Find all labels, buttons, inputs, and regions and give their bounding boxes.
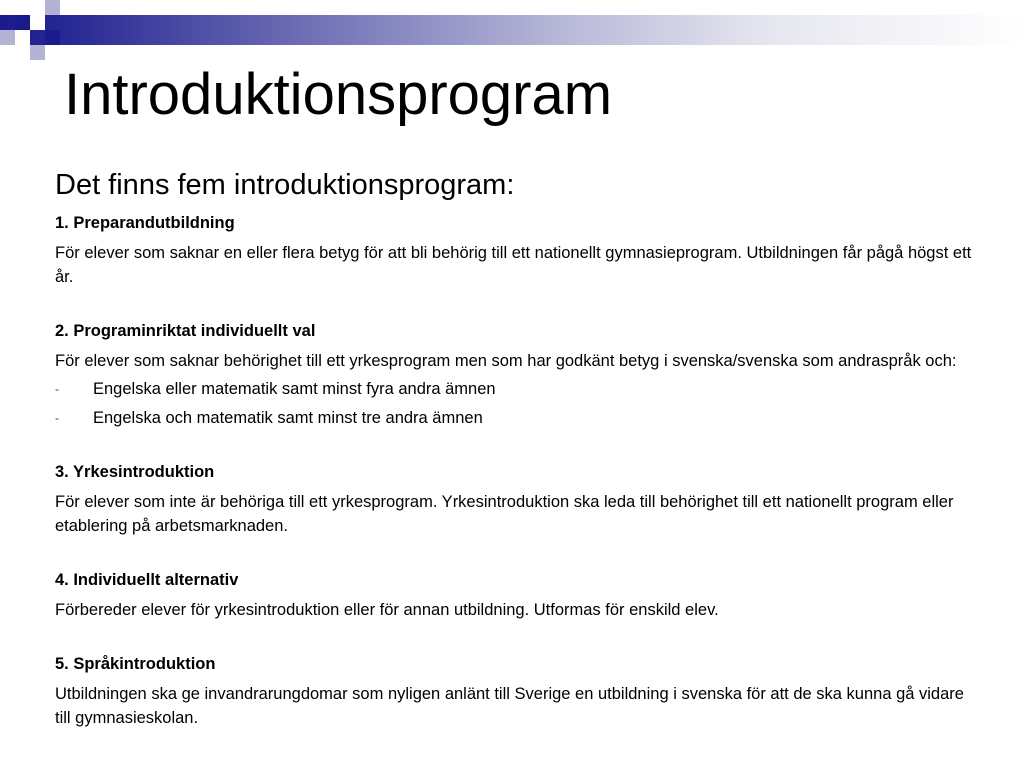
- section-sprakintroduktion: [55, 652, 975, 730]
- bullet-marker: -: [55, 411, 59, 425]
- section-preparandutbildning: [55, 211, 975, 289]
- decor-square-white-2: [15, 30, 30, 45]
- decor-square-light-3: [30, 45, 45, 60]
- decor-square-light-2: [0, 30, 15, 45]
- slide-content: [55, 165, 975, 760]
- section-heading: 3. Yrkesintroduktion: [55, 463, 215, 481]
- bullet-text: Engelska och matematik samt minst tre andra ämnen: [93, 409, 483, 427]
- section-text: Utbildningen ska ge invandrarungdomar som nyligen anlänt till Sverige en utbildning i svenska för att de ska kunna gå vidare till gymnasieskolan.: [55, 685, 964, 727]
- gradient-bar: [0, 15, 1024, 45]
- bullet-text: Engelska eller matematik samt minst fyra andra ämnen: [93, 380, 496, 398]
- bullet-marker: -: [55, 382, 59, 396]
- decor-square-navy-1: [15, 15, 30, 30]
- section-yrkesintroduktion: [55, 460, 975, 538]
- section-individuellt-alternativ: [55, 568, 975, 622]
- section-text: För elever som saknar en eller flera betyg för att bli behörig till ett nationellt gymnasieprogram. Utbildningen får pågå högst ett år.: [55, 244, 972, 286]
- section-text: För elever som inte är behöriga till ett yrkesprogram. Yrkesintroduktion ska leda till behörighet till ett nationellt program eller etablering på arbetsmarknaden.: [55, 493, 954, 535]
- section-heading: 5. Språkintroduktion: [55, 655, 216, 673]
- bullet-item: [55, 377, 975, 401]
- bullet-item: [55, 406, 975, 430]
- section-text: Förbereder elever för yrkesintroduktion eller för annan utbildning. Utformas för enskild elev.: [55, 601, 719, 619]
- section-heading: 4. Individuellt alternativ: [55, 571, 239, 589]
- slide-title: Introduktionsprogram: [64, 62, 613, 127]
- section-heading: 1. Preparandutbildning: [55, 214, 235, 232]
- decor-square-navy-2: [45, 30, 60, 45]
- section-heading: 2. Programinriktat individuellt val: [55, 322, 316, 340]
- section-text: För elever som saknar behörighet till ett yrkesprogram men som har godkänt betyg i svenska/svenska som andraspråk och:: [55, 352, 957, 370]
- bullet-list: [55, 377, 975, 430]
- section-programinriktat: [55, 319, 975, 430]
- decor-square-light-1: [45, 0, 60, 15]
- decor-square-white-1: [30, 15, 45, 30]
- intro-text: Det finns fem introduktionsprogram:: [55, 169, 515, 201]
